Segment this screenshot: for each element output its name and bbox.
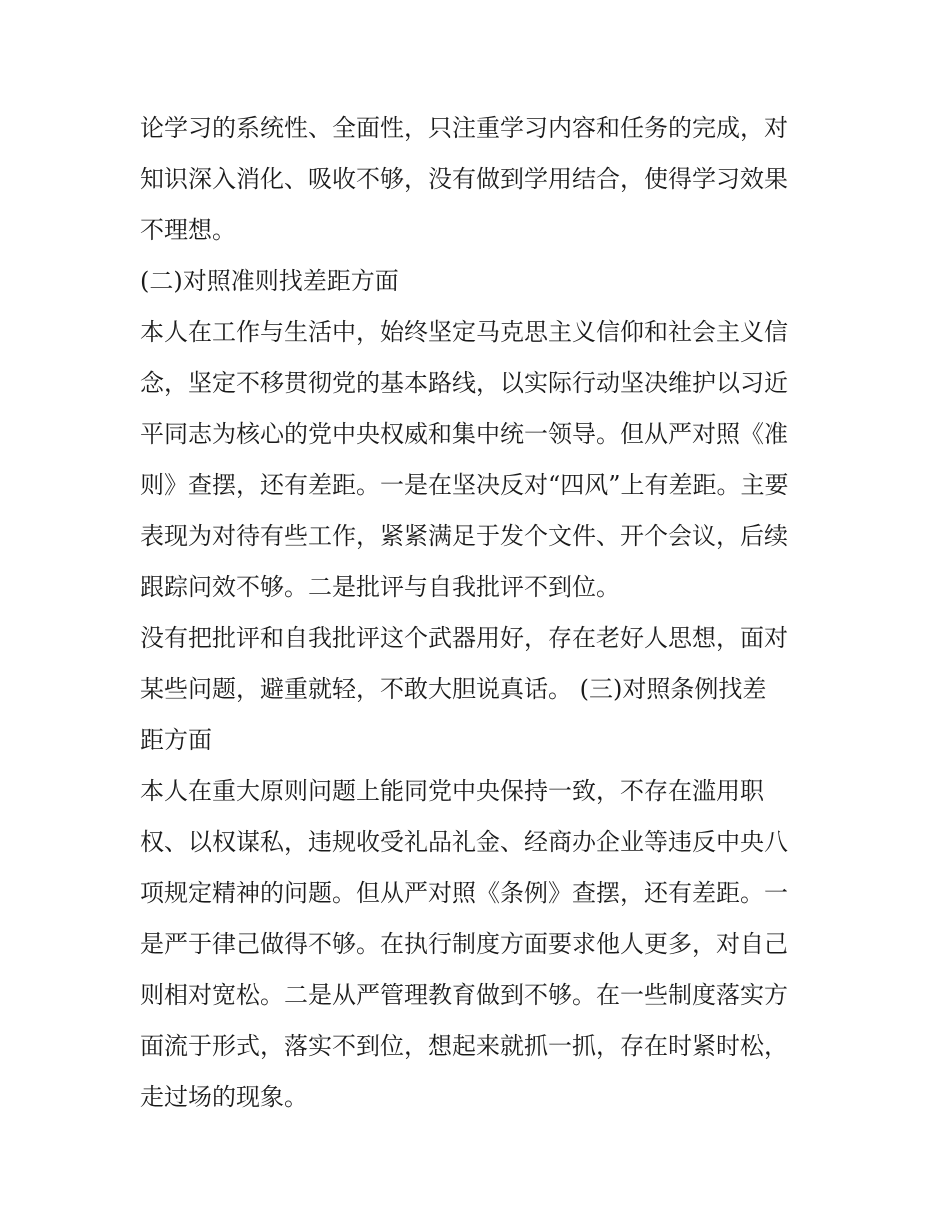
- text-line: 则》查摆，还有差距。一是在坚决反对“四风”上有差距。主要: [140, 471, 789, 499]
- text-line: 论学习的系统性、全面性，只注重学习内容和任务的完成，对: [140, 114, 788, 142]
- text-line: 是严于律己做得不够。在执行制度方面要求他人更多，对自己: [140, 930, 788, 958]
- text-line: 没有把批评和自我批评这个武器用好，存在老好人思想，面对: [140, 624, 788, 652]
- text-line: 念，坚定不移贯彻党的基本路线，以实际行动坚决维护以习近: [140, 369, 788, 397]
- text-line: 权、以权谋私，违规收受礼品礼金、经商办企业等违反中央八: [140, 828, 788, 856]
- text-line: 跟踪问效不够。二是批评与自我批评不到位。: [140, 573, 620, 601]
- text-line: 面流于形式，落实不到位，想起来就抓一抓，存在时紧时松，: [140, 1032, 788, 1060]
- text-line: 表现为对待有些工作，紧紧满足于发个文件、开个会议，后续: [140, 522, 788, 550]
- text-line: 走过场的现象。: [140, 1083, 308, 1111]
- text-line: 某些问题，避重就轻，不敢大胆说真话。 (三)对照条例找差: [140, 675, 767, 703]
- text-line: 项规定精神的问题。但从严对照《条例》查摆，还有差距。一: [140, 879, 788, 907]
- section-heading: (二)对照准则找差距方面: [140, 267, 399, 295]
- text-line: 本人在工作与生活中，始终坚定马克思主义信仰和社会主义信: [140, 318, 788, 346]
- text-line: 知识深入消化、吸收不够，没有做到学用结合，使得学习效果: [140, 165, 788, 193]
- text-line: 本人在重大原则问题上能同党中央保持一致，不存在滥用职: [140, 777, 764, 805]
- document-body: [140, 103, 820, 1123]
- text-line: 不理想。: [140, 216, 236, 244]
- text-line: 距方面: [140, 726, 212, 754]
- text-line: 则相对宽松。二是从严管理教育做到不够。在一些制度落实方: [140, 981, 788, 1009]
- text-line: 平同志为核心的党中央权威和集中统一领导。但从严对照《准: [140, 420, 788, 448]
